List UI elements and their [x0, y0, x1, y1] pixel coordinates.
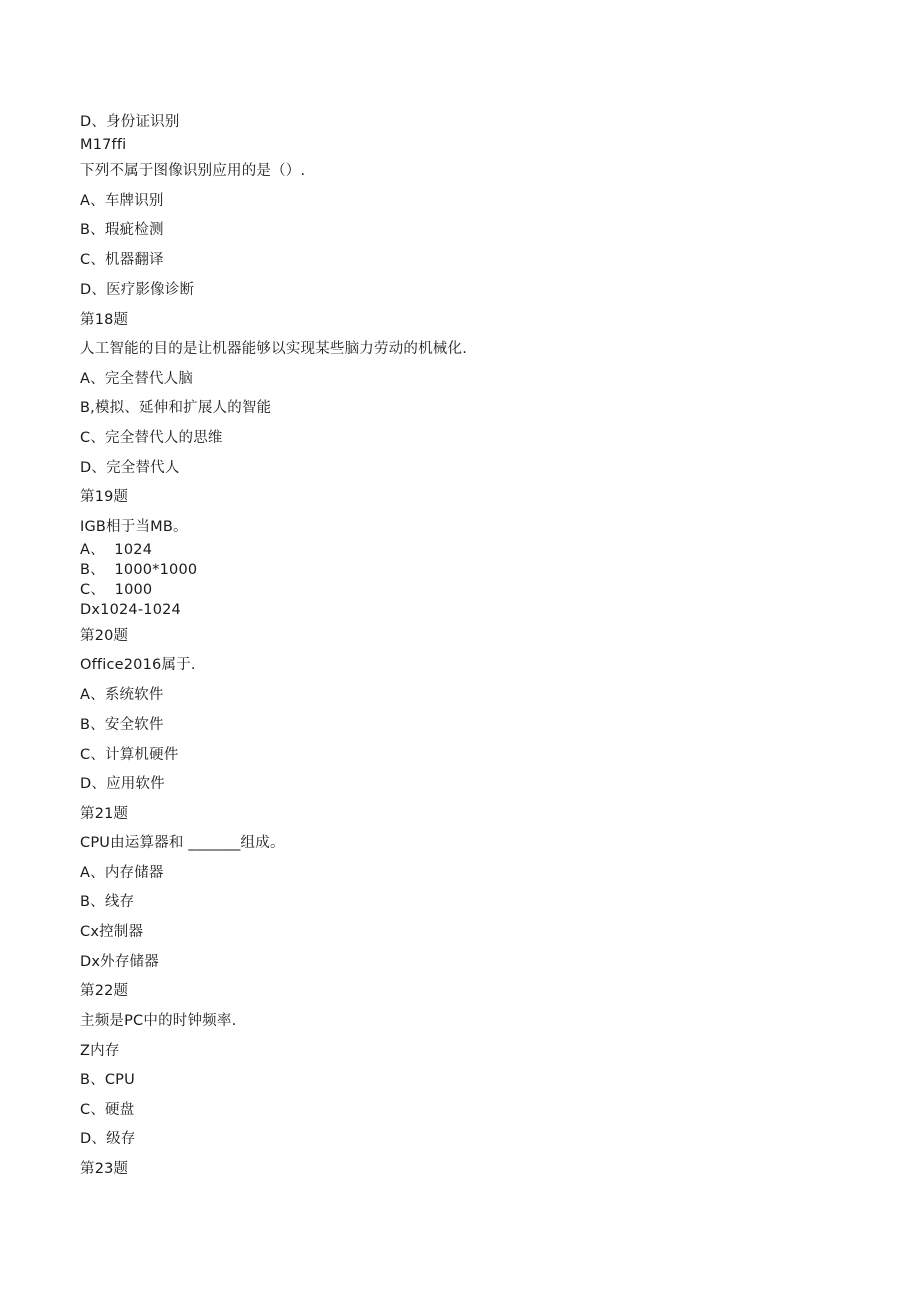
option-b: B,模拟、延伸和扩展人的智能	[80, 400, 272, 416]
option-d-id-card: D、身份证识别	[80, 114, 180, 130]
question-text-21: CPU由运算器和 _______组成。	[80, 835, 285, 851]
option-d: D、完全替代人	[80, 460, 180, 476]
option-c: C、计算机硬件	[80, 747, 179, 763]
option-a: A、完全替代人脑	[80, 371, 194, 387]
question-text-19: IGB相于当MB。	[80, 519, 188, 535]
option-c: C、 1000	[80, 582, 153, 598]
option-d: D、级存	[80, 1131, 136, 1147]
question-label-20: 第20题	[80, 628, 129, 644]
option-d: Dx外存储器	[80, 954, 159, 970]
question-label-23: 第23题	[80, 1161, 129, 1177]
option-c: C、硬盘	[80, 1102, 135, 1118]
option-a: Z内存	[80, 1043, 120, 1059]
option-d: D、医疗影像诊断	[80, 282, 195, 298]
option-b: B、 1000*1000	[80, 562, 198, 578]
option-d: Dx1024-1024	[80, 602, 181, 618]
option-a: A、车牌识别	[80, 193, 164, 209]
question-text-20: Office2016属于.	[80, 657, 196, 673]
option-b: B、CPU	[80, 1072, 135, 1088]
option-c: C、完全替代人的思维	[80, 430, 223, 446]
question-label-22: 第22题	[80, 983, 129, 999]
option-a: A、内存储器	[80, 865, 164, 881]
question-label-18: 第18题	[80, 312, 129, 328]
option-b: B、线存	[80, 894, 135, 910]
question-label-21: 第21题	[80, 806, 129, 822]
question-text-22: 主频是PC中的时钟频率.	[80, 1013, 237, 1029]
question-text-17: 下列不属于图像识别应用的是（）.	[80, 163, 306, 179]
option-c: C、机器翻译	[80, 252, 164, 268]
option-d: D、应用软件	[80, 776, 165, 792]
question-label-17: M17ffi	[80, 137, 127, 153]
question-text-18: 人工智能的目的是让机器能够以实现某些脑力劳动的机械化.	[80, 341, 468, 357]
option-c: Cx控制器	[80, 924, 144, 940]
option-a: A、系统软件	[80, 687, 164, 703]
option-b: B、瑕疵检测	[80, 222, 164, 238]
option-b: B、安全软件	[80, 717, 164, 733]
question-label-19: 第19题	[80, 489, 129, 505]
option-a: A、 1024	[80, 542, 153, 558]
